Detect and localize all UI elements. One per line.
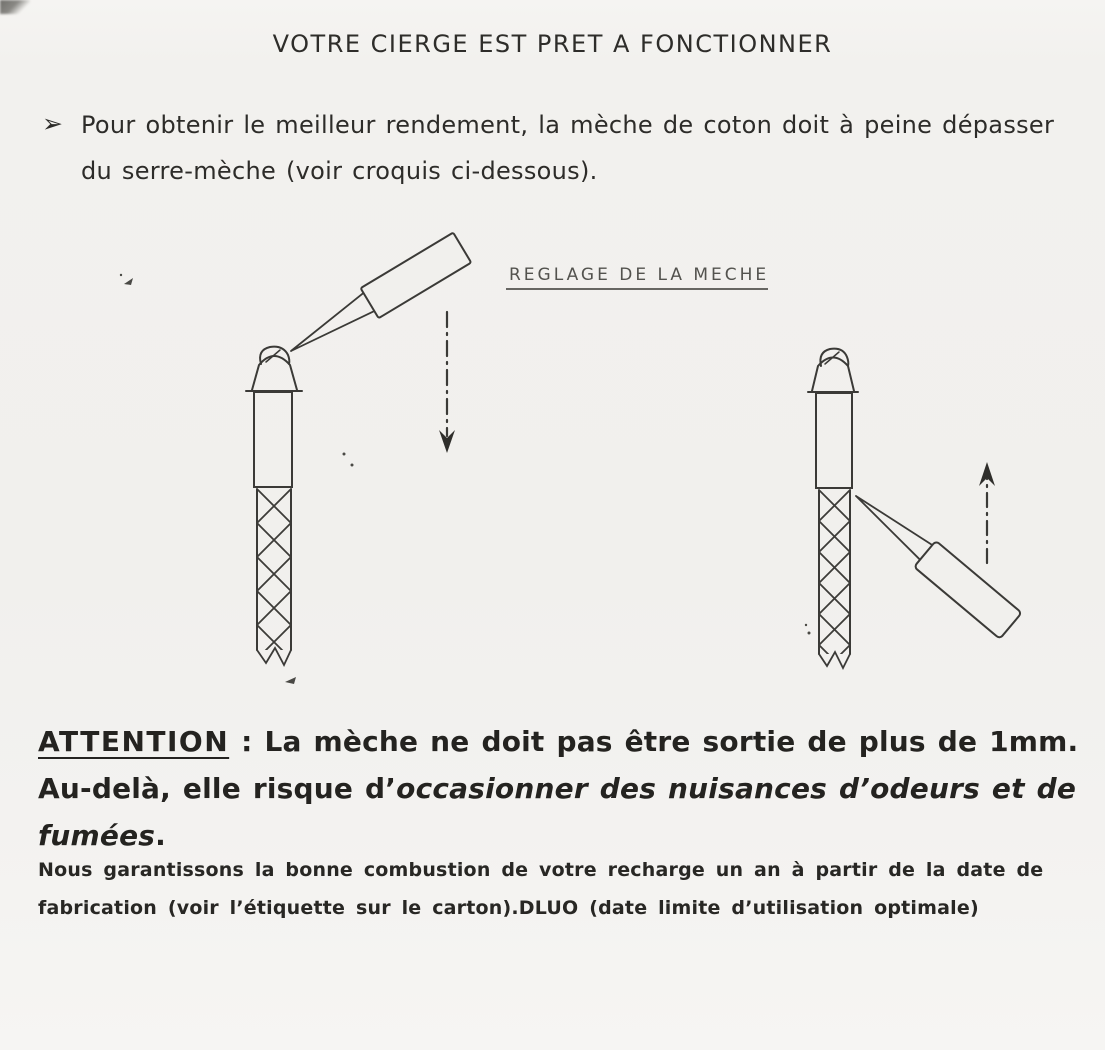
attention-block bbox=[38, 718, 1089, 859]
arrow-bullet-icon: ➢ bbox=[42, 109, 63, 138]
attention-line-1: ATTENTION : La mèche ne doit pas être sortie de plus de 1mm. bbox=[38, 725, 1079, 758]
attention-line-3: fumées. bbox=[38, 819, 166, 852]
attention-label: ATTENTION bbox=[38, 725, 230, 758]
right-tool bbox=[845, 483, 1022, 639]
left-wick-figure bbox=[246, 233, 471, 665]
right-wick-figure bbox=[808, 349, 1022, 668]
down-arrow-icon bbox=[439, 312, 455, 453]
attention-line-2: Au-delà, elle risque d’occasionner des nuisances d’odeurs et de bbox=[38, 772, 1077, 805]
guarantee-note bbox=[38, 851, 1089, 927]
left-tool bbox=[282, 233, 471, 366]
intro-line-1: Pour obtenir le meilleur rendement, la mèche de coton doit à peine dépasser bbox=[80, 111, 1055, 139]
guarantee-line-2: fabrication (voir l’étiquette sur le carton).DLUO (date limite d’utilisation optimale) bbox=[38, 897, 979, 919]
up-arrow-icon bbox=[979, 418, 995, 563]
guarantee-line-1: Nous garantissons la bonne combustion de votre recharge un an à partir de la date de bbox=[38, 859, 1044, 881]
document-title: VOTRE CIERGE EST PRET A FONCTIONNER bbox=[272, 30, 833, 58]
intro-line-2: du serre-mèche (voir croquis ci-dessous). bbox=[80, 157, 598, 185]
left-tube bbox=[254, 392, 292, 487]
right-tube bbox=[816, 393, 852, 488]
scan-specks bbox=[120, 274, 811, 684]
diagram-label: REGLAGE DE LA MECHE bbox=[509, 265, 770, 285]
